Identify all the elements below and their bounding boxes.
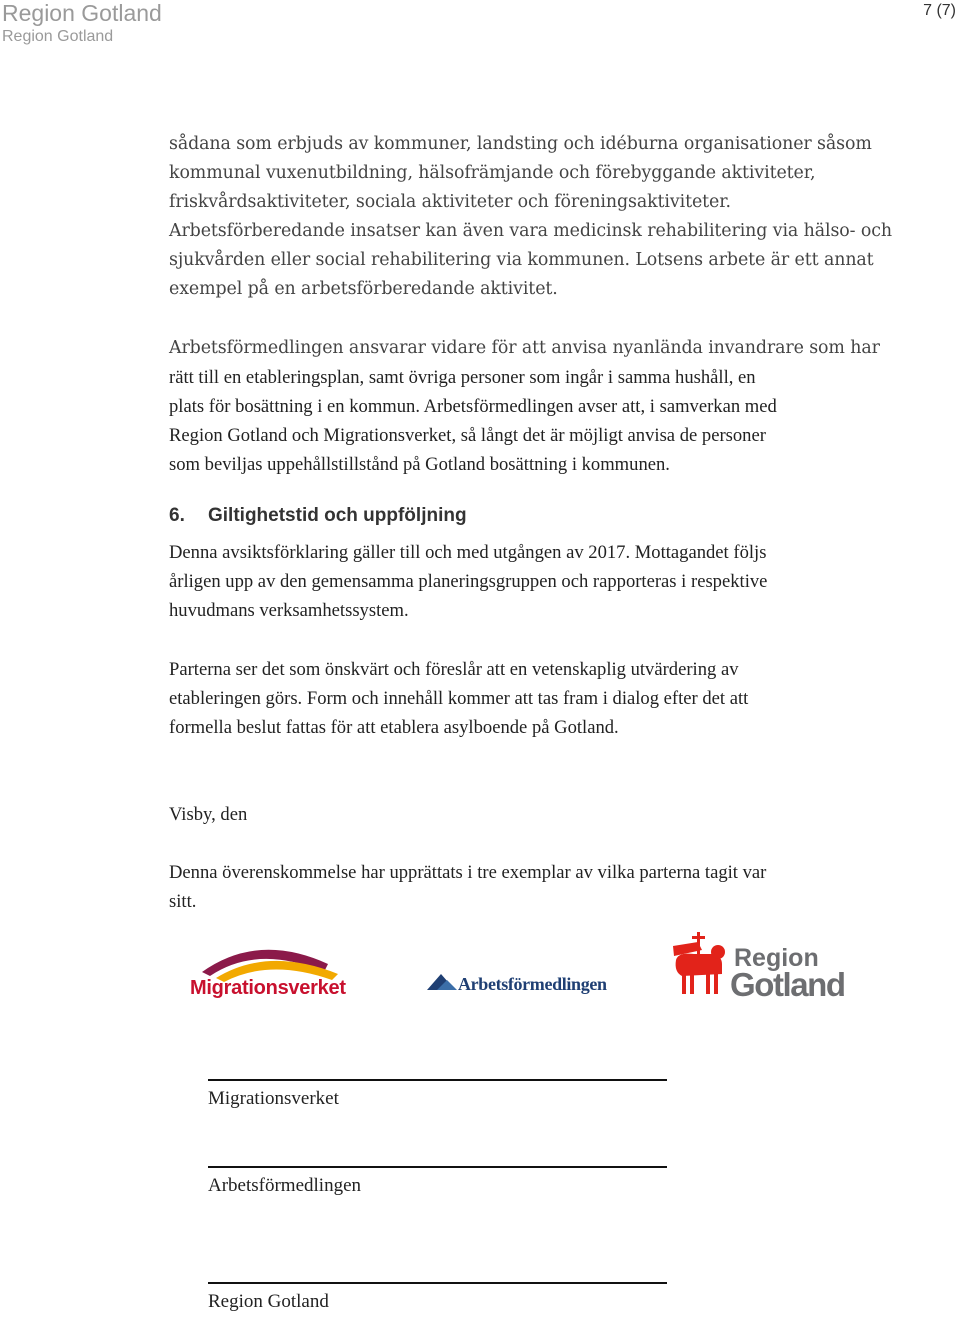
signature-label-arbetsformedlingen: Arbetsförmedlingen bbox=[208, 1175, 362, 1196]
arbetsformedlingen-logo bbox=[425, 970, 610, 1000]
gotland-sheep-icon bbox=[673, 932, 725, 994]
paragraph-line: formella beslut fattas för att etablera asylboende på Gotland. bbox=[169, 717, 619, 738]
paragraph-line: som beviljas uppehållstillstånd på Gotland bosättning i kommunen. bbox=[169, 454, 670, 475]
paragraph-5 bbox=[169, 858, 889, 916]
paragraph-1 bbox=[169, 130, 892, 304]
paragraph-line: årligen upp av den gemensamma planeringsgruppen och rapporteras i respektive bbox=[169, 571, 768, 592]
paragraph-line: Denna överenskommelse har upprättats i tre exemplar av vilka parterna tagit var bbox=[169, 862, 767, 883]
paragraph-line bbox=[169, 246, 889, 275]
section-title: Giltighetstid och uppföljning bbox=[208, 505, 467, 526]
logo-word-region: Region bbox=[734, 944, 819, 972]
paragraph-line: Arbetsförmedlingen ansvarar vidare för att anvisa nyanlända invandrare som har bbox=[169, 338, 880, 358]
paragraph-text: plats för bosättning i en kommun. bbox=[169, 396, 420, 417]
place-date: Visby, den bbox=[169, 804, 248, 825]
header-title: Region Gotland bbox=[2, 0, 162, 26]
paragraph-line: exempel på en arbetsförberedande aktivitet. bbox=[169, 279, 558, 299]
paragraph-line: Parterna ser det som önskvärt och föreslår att en vetenskaplig utvärdering av bbox=[169, 659, 739, 680]
signature-label-migrationsverket: Migrationsverket bbox=[208, 1088, 339, 1109]
paragraph-4 bbox=[169, 655, 889, 742]
paragraph-3 bbox=[169, 538, 889, 625]
signature-label-region-gotland: Region Gotland bbox=[208, 1291, 329, 1312]
paragraph-line: Arbetsförberedande insatser kan även vara medicinsk rehabilitering via hälso- och bbox=[169, 221, 892, 241]
section-heading bbox=[169, 505, 467, 527]
paragraph-text: Lotsens arbete är ett annat bbox=[629, 250, 874, 270]
paragraph-line: sådana som erbjuds av kommuner, landsting och idéburna organisationer såsom bbox=[169, 134, 872, 154]
paragraph-text: Arbetsförmedlingen avser att, i samverkan med bbox=[420, 396, 777, 417]
region-gotland-logo bbox=[668, 928, 850, 1002]
paragraph-line: rätt till en etableringsplan, samt övriga personer som ingår i samma hushåll, en bbox=[169, 367, 756, 388]
paragraph-line: Region Gotland och Migrationsverket, så långt det är möjligt anvisa de personer bbox=[169, 425, 766, 446]
signature-line bbox=[208, 1166, 667, 1168]
paragraph-line: huvudmans verksamhetssystem. bbox=[169, 600, 409, 621]
section-number: 6. bbox=[169, 505, 185, 526]
paragraph-2 bbox=[169, 334, 889, 479]
paragraph-line: Denna avsiktsförklaring gäller till och med utgången av 2017. Mottagandet följs bbox=[169, 542, 767, 563]
logo-word-gotland: Gotland bbox=[730, 966, 846, 1002]
signature-line bbox=[208, 1282, 667, 1284]
header-subtitle: Region Gotland bbox=[2, 28, 114, 45]
migrationsverket-logo bbox=[188, 938, 350, 1000]
paragraph-line bbox=[169, 392, 889, 421]
paragraph-line: friskvårdsaktiviteter, sociala aktiviteter och föreningsaktiviteter. bbox=[169, 192, 731, 212]
paragraph-line: sitt. bbox=[169, 891, 197, 912]
page-number: 7 (7) bbox=[923, 2, 956, 19]
paragraph-line: kommunal vuxenutbildning, hälsofrämjande och förebyggande aktiviteter, bbox=[169, 163, 816, 183]
logo-wordmark: Migrationsverket bbox=[190, 977, 346, 999]
paragraph-text: sjukvården eller social rehabilitering via kommunen. bbox=[169, 250, 630, 270]
logo-wordmark: Arbetsförmedlingen bbox=[458, 974, 607, 994]
paragraph-line: etableringen görs. Form och innehåll kommer att tas fram i dialog efter det att bbox=[169, 688, 749, 709]
signature-line bbox=[208, 1079, 667, 1081]
